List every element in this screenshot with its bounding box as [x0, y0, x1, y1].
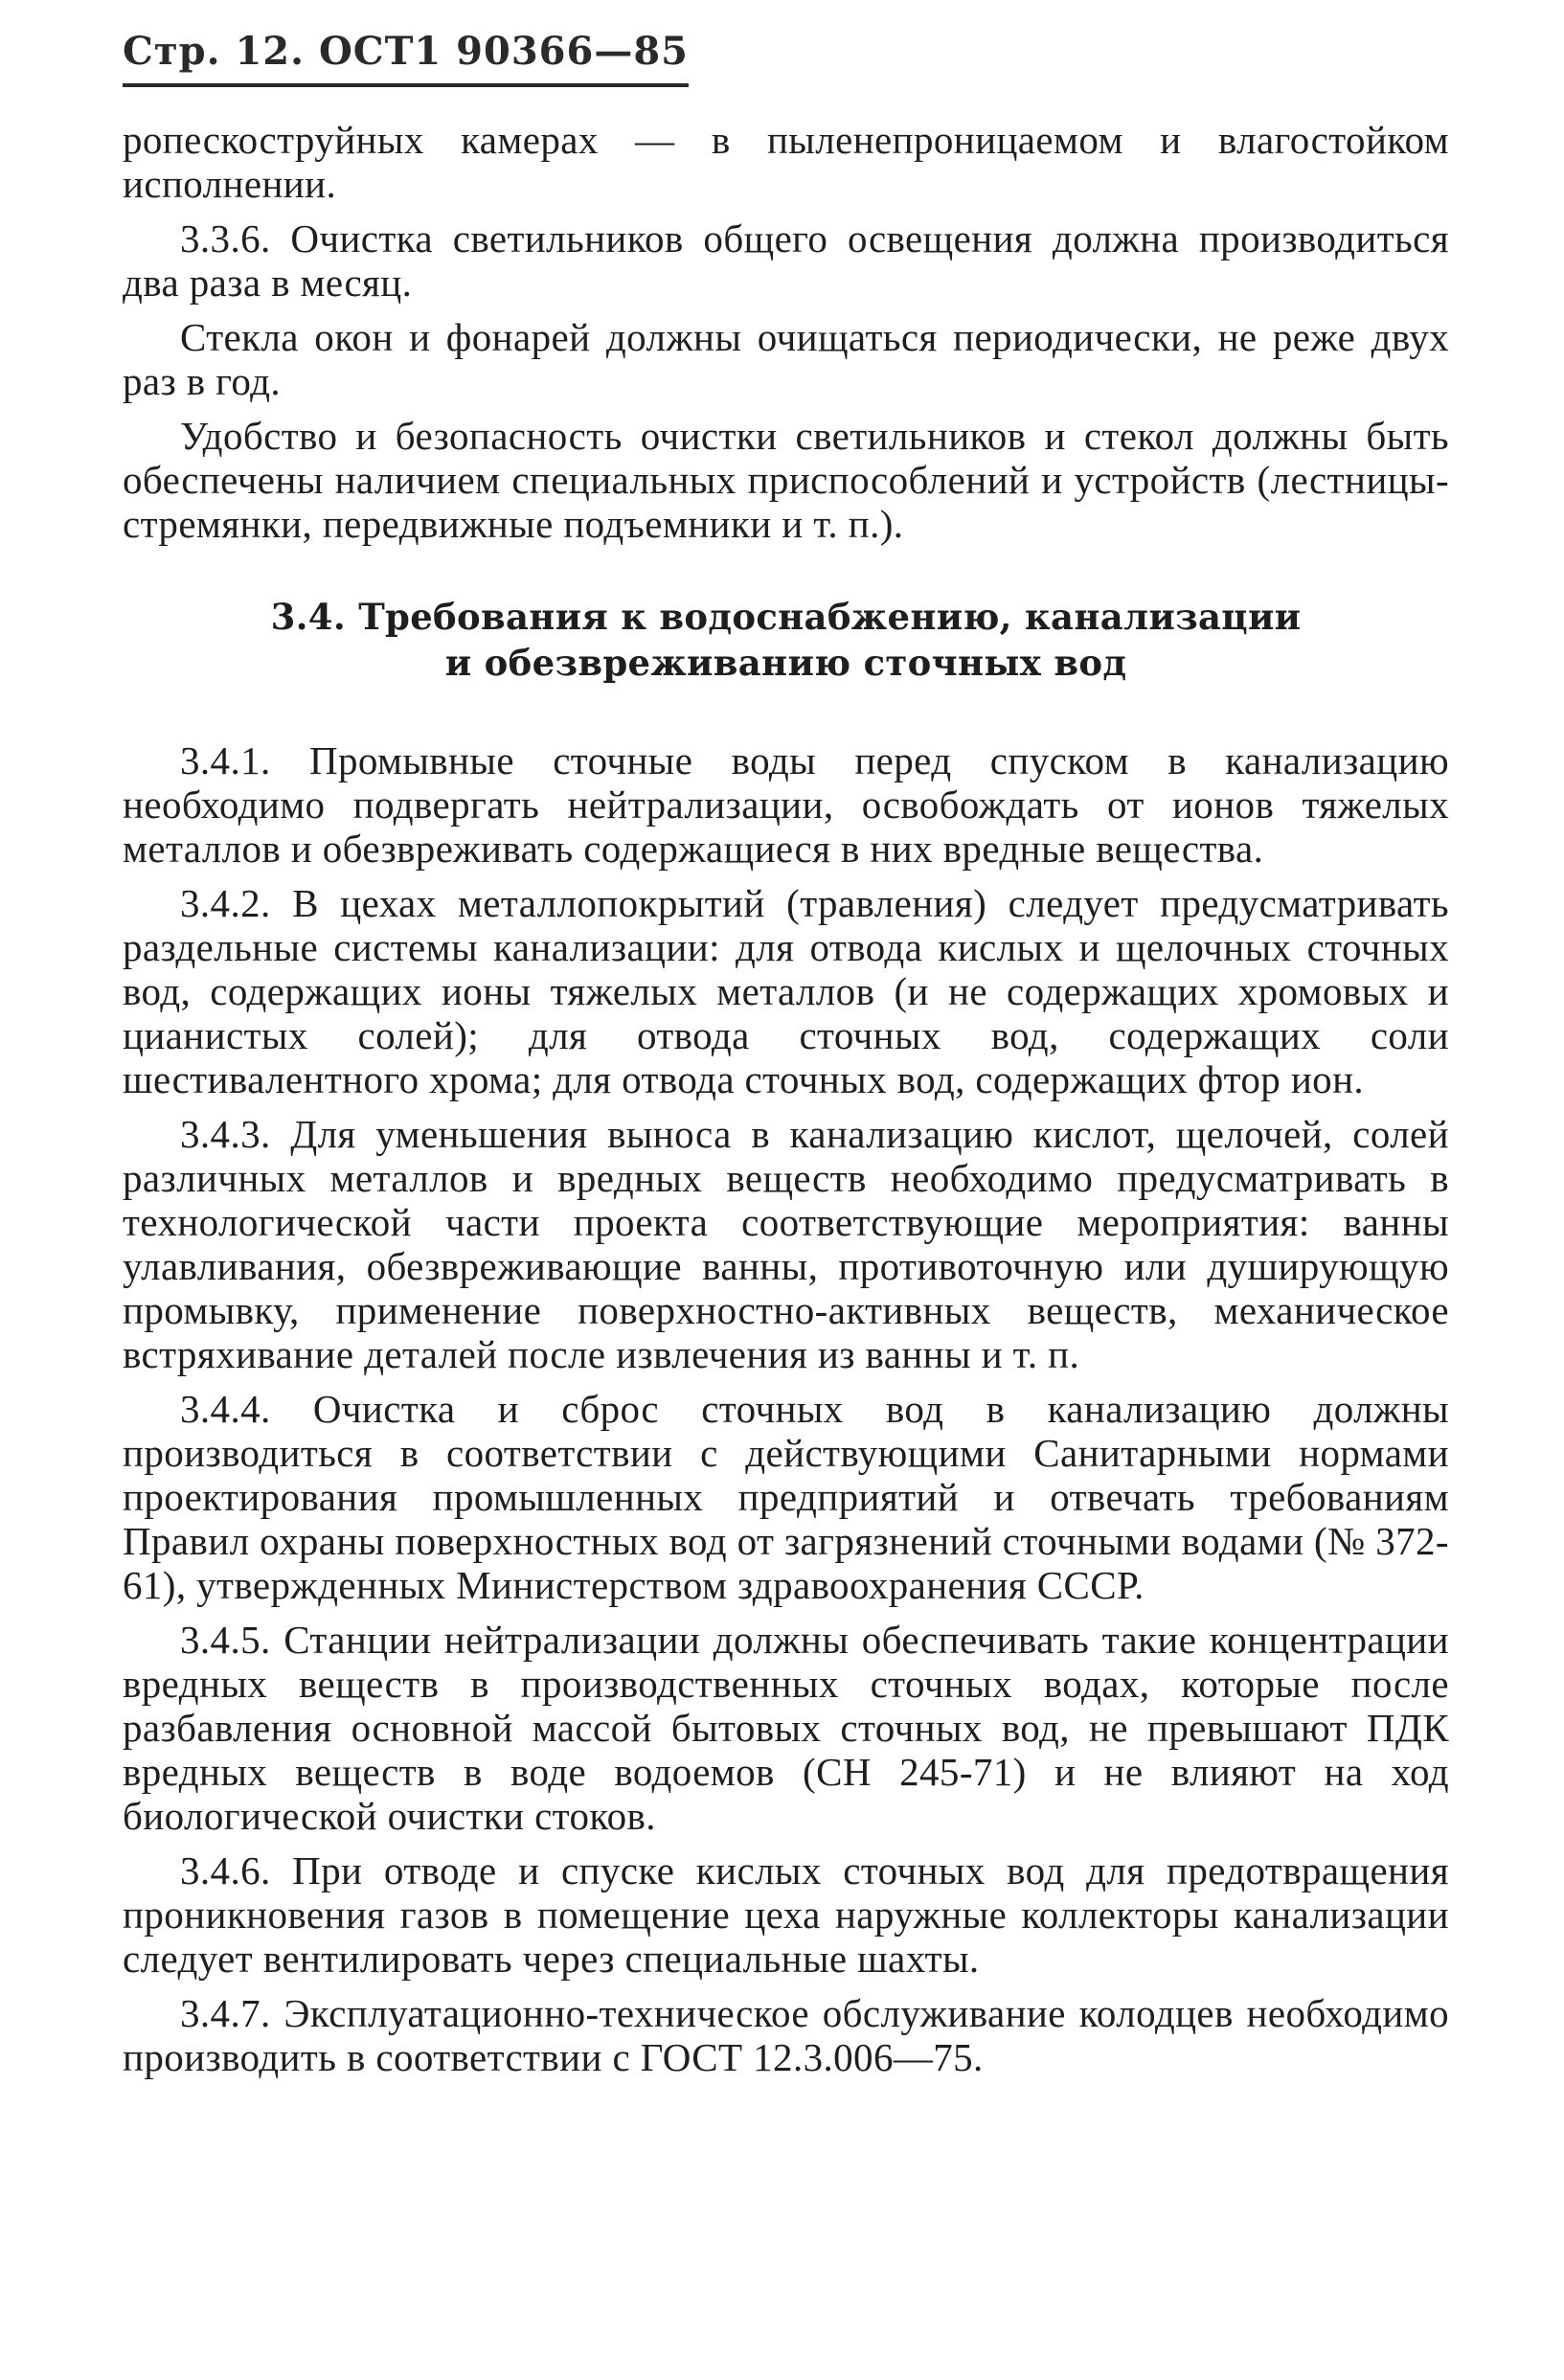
paragraph-3-4-1: 3.4.1. Промывные сточные воды перед спуском в канализацию необходимо подвергать нейтрализации, освобождать от ионов тяжелых металлов и обезвреживать содержащиеся в них вредные вещества.	[123, 738, 1449, 871]
paragraph-3-4-3: 3.4.3. Для уменьшения выноса в канализацию кислот, щелочей, солей различных металлов и вредных веществ необходимо предусматривать в технологической части проекта соответствующие мероприятия: ванны улавливания, обезвреживающие ванны, противоточную или душирующую промывку, применение поверхностно-активных веществ, механическое встряхивание деталей после извлечения из ванны и т. п.	[123, 1112, 1449, 1376]
section-title	[123, 594, 1449, 686]
section-title-line-1: 3.4. Требования к водоснабжению, канализации	[270, 596, 1302, 638]
paragraph-3-4-6: 3.4.6. При отводе и спуске кислых сточных вод для предотвращения проникновения газов в помещение цеха наружные коллекторы канализации следует вентилировать через специальные шахты.	[123, 1848, 1449, 1981]
paragraph-3-4-2: 3.4.2. В цехах металлопокрытий (травления) следует предусматривать раздельные системы канализации: для отвода кислых и щелочных сточных вод, содержащих ионы тяжелых металлов (и не содержащих хромовых и цианистых солей); для отвода сточных вод, содержащих соли шестивалентного хрома; для отвода сточных вод, содержащих фтор ион.	[123, 881, 1449, 1101]
document-page	[123, 29, 1449, 2090]
paragraph-3-3-6: 3.3.6. Очистка светильников общего освещения должна производиться два раза в месяц.	[123, 216, 1449, 305]
paragraph-cleaning-safety: Удобство и безопасность очистки светильников и стекол должны быть обеспечены наличием специальных приспособлений и устройств (лестницы-стремянки, передвижные подъемники и т. п.).	[123, 414, 1449, 546]
paragraph-3-4-5: 3.4.5. Станции нейтрализации должны обеспечивать такие концентрации вредных веществ в производственных сточных водах, которые после разбавления основной массой бытовых сточных вод, не превышают ПДК вредных веществ в воде водоемов (СН 245-71) и не влияют на ход биологической очистки стоков.	[123, 1618, 1449, 1838]
page-header: Стр. 12. ОСТ1 90366—85	[123, 29, 689, 87]
paragraph-3-4-4: 3.4.4. Очистка и сброс сточных вод в канализацию должны производиться в соответствии с действующими Санитарными нормами проектирования промышленных предприятий и отвечать требованиям Правил охраны поверхностных вод от загрязнений сточными водами (№ 372-61), утвержденных Министерством здравоохранения СССР.	[123, 1387, 1449, 1607]
paragraph-windows-cleaning: Стекла окон и фонарей должны очищаться периодически, не реже двух раз в год.	[123, 315, 1449, 403]
paragraph-continuation: ропескоструйных камерах — в пыленепроницаемом и влагостойком исполнении.	[123, 118, 1449, 206]
paragraph-3-4-7: 3.4.7. Эксплуатационно-техническое обслуживание колодцев необходимо производить в соответствии с ГОСТ 12.3.006—75.	[123, 1991, 1449, 2079]
section-title-line-2: и обезвреживанию сточных вод	[444, 642, 1127, 684]
